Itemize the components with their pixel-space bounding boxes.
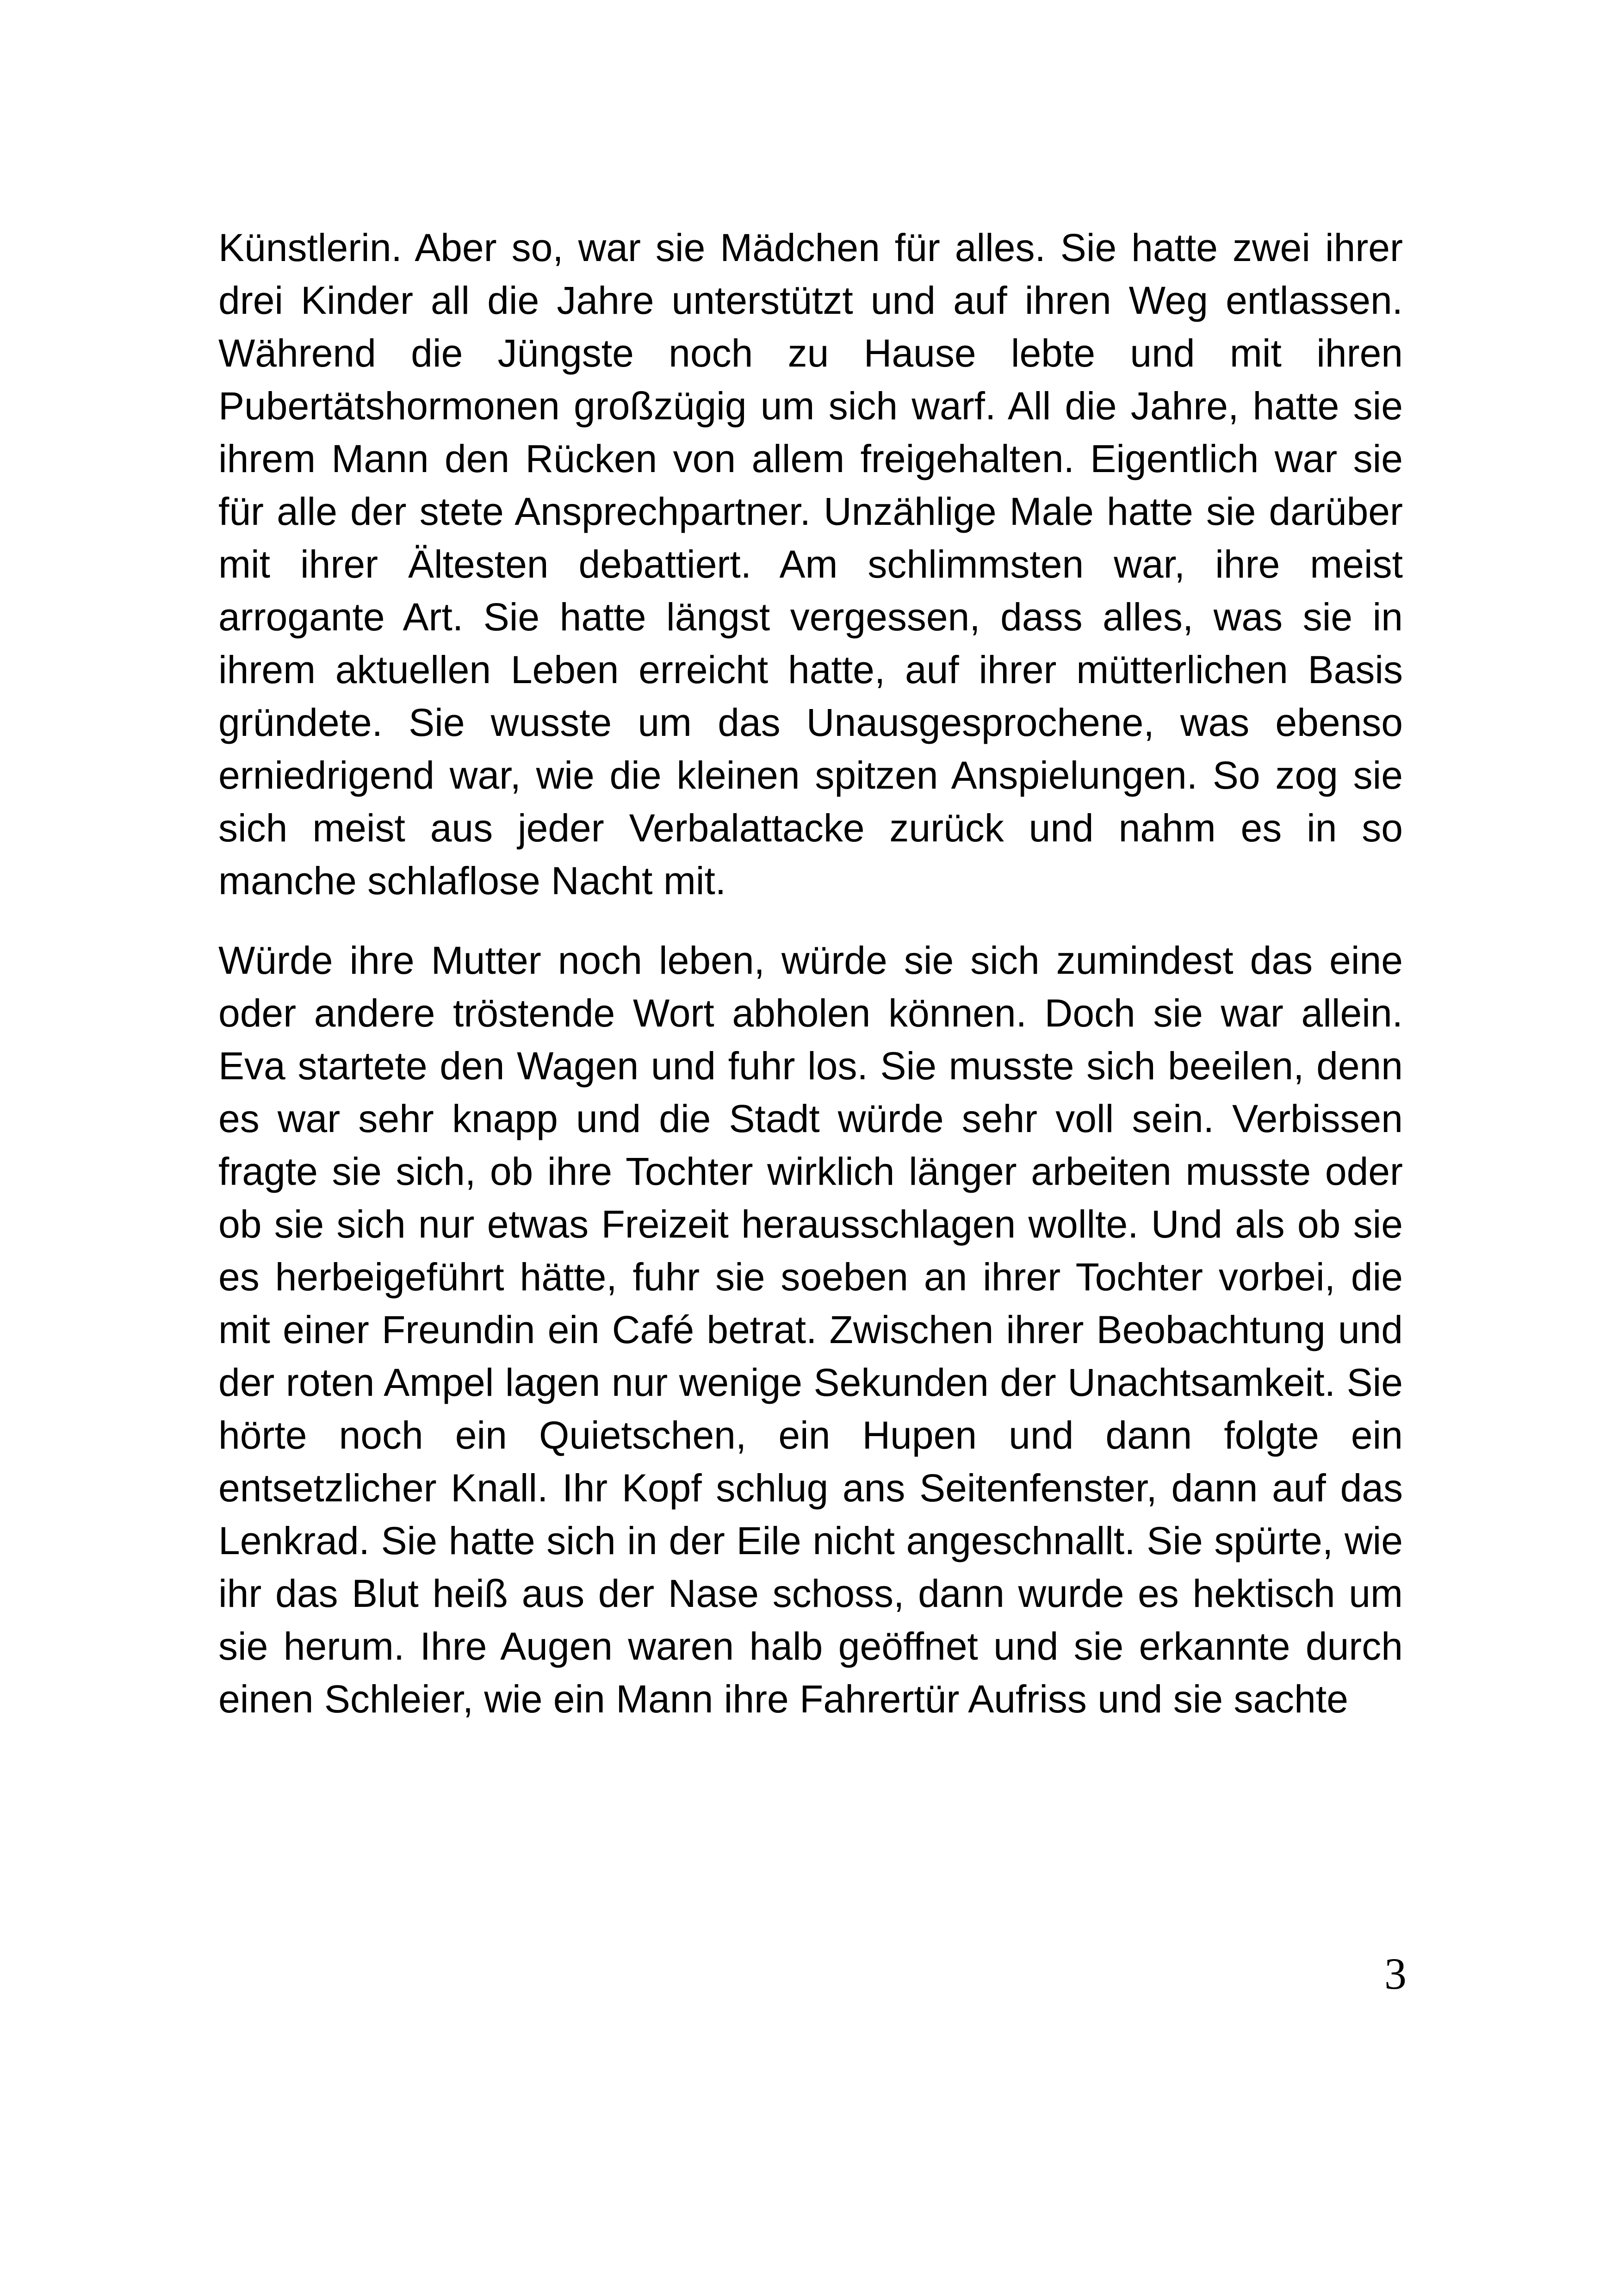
body-text xyxy=(218,221,1403,1725)
paragraph-1: Künstlerin. Aber so, war sie Mädchen für alles. Sie hatte zwei ihrer drei Kinder all die Jahre unterstützt und auf ihren Weg entlassen. Während die Jüngste noch zu Hause lebte und mit ihren Pubertätshormonen großzügig um sich warf. All die Jahre, hatte sie ihrem Mann den Rücken von allem freigehalten. Eigentlich war sie für alle der stete Ansprechpartner. Unzählige Male hatte sie darüber mit ihrer Ältesten debattiert. Am schlimmsten war, ihre meist arrogante Art. Sie hatte längst vergessen, dass alles, was sie in ihrem aktuellen Leben erreicht hatte, auf ihrer mütterlichen Basis gründete. Sie wusste um das Unausgesprochene, was ebenso erniedrigend war, wie die kleinen spitzen Anspielungen. So zog sie sich meist aus jeder Verbalattacke zurück und nahm es in so manche schlaflose Nacht mit. xyxy=(218,226,1403,902)
page-number: 3 xyxy=(1384,1949,1407,1998)
paragraph-2: Würde ihre Mutter noch leben, würde sie sich zumindest das eine oder andere tröstende Wort abholen können. Doch sie war allein. Eva startete den Wagen und fuhr los. Sie musste sich beeilen, denn es war sehr knapp und die Stadt würde sehr voll sein. Verbissen fragte sie sich, ob ihre Tochter wirklich länger arbeiten musste oder ob sie sich nur etwas Freizeit herausschlagen wollte. Und als ob sie es herbeigeführt hätte, fuhr sie soeben an ihrer Tochter vorbei, die mit einer Freundin ein Café betrat. Zwischen ihrer Beobachtung und der roten Ampel lagen nur wenige Sekunden der Unachtsamkeit. Sie hörte noch ein Quietschen, ein Hupen und dann folgte ein entsetzlicher Knall. Ihr Kopf schlug ans Seitenfenster, dann auf das Lenkrad. Sie hatte sich in der Eile nicht angeschnallt. Sie spürte, wie ihr das Blut heiß aus der Nase schoss, dann wurde es hektisch um sie herum. Ihre Augen waren halb geöffnet und sie erkannte durch einen Schleier, wie ein Mann ihre Fahrertür Aufriss und sie sachte xyxy=(218,939,1403,1721)
